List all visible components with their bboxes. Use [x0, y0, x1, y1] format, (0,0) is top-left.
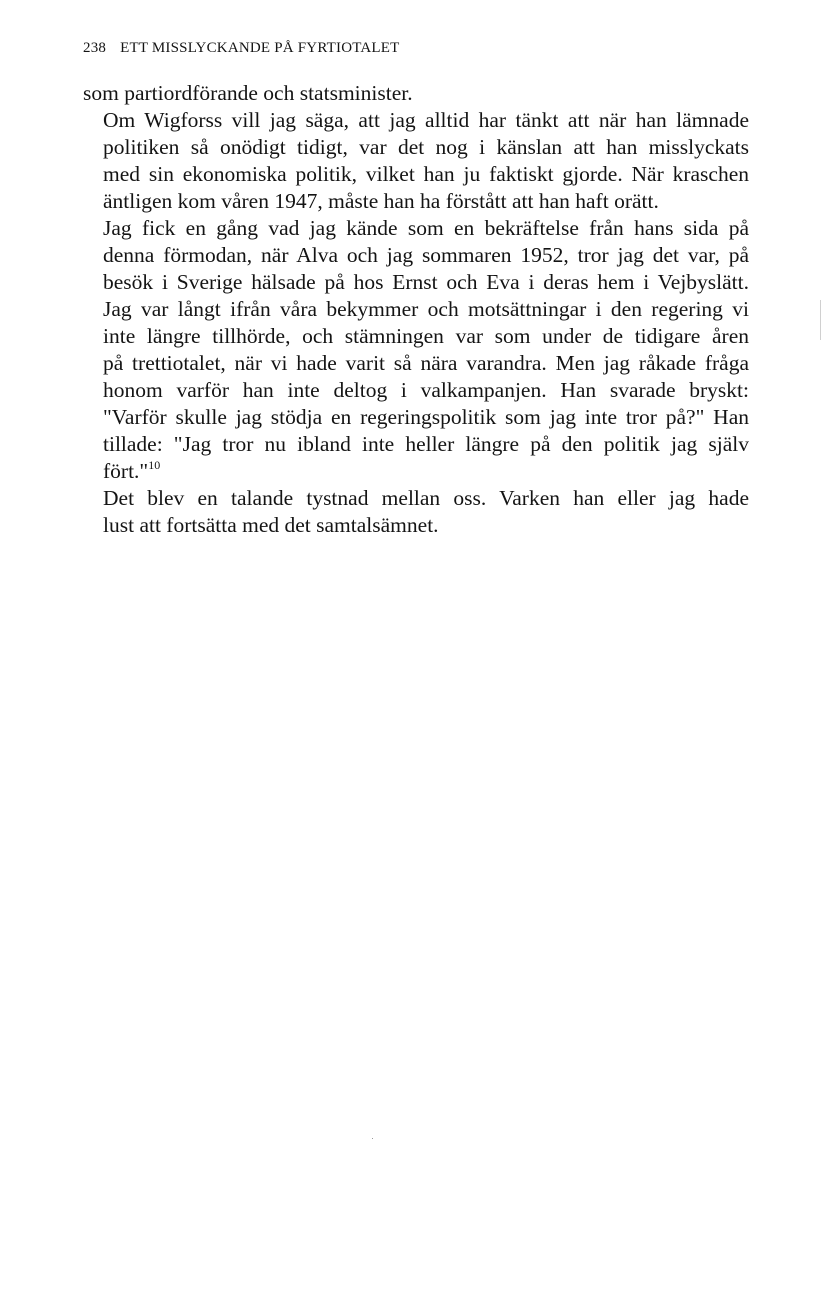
text-line: politiken så onödigt tidigt, var det nog i känslan att han misslyckats [103, 135, 749, 159]
text-line: Om Wigforss vill jag säga, att jag alltid har tänkt att när han lämnade [103, 108, 749, 132]
text-line: Det blev en talande tystnad mellan oss. Varken han eller jag hade [103, 486, 749, 510]
text-line: besök i Sverige hälsade på hos Ernst och Eva i deras hem i Vejbyslätt. [103, 270, 749, 294]
text-line: lust att fortsätta med det samtalsämnet. [103, 513, 439, 537]
paragraph-2 [83, 107, 749, 215]
text-line: inte längre tillhörde, och stämningen var som under de tidigare åren [103, 324, 749, 348]
page-number: 238 [83, 40, 107, 56]
text-line: som partiordförande och statsminister. [83, 81, 413, 105]
text-line: denna förmodan, när Alva och jag sommaren 1952, tror jag det var, på [103, 243, 749, 267]
text-line: "Varför skulle jag stödja en regeringspolitik som jag inte tror på?" Han [103, 405, 749, 429]
scan-speck [372, 1138, 373, 1139]
text-line: Jag var långt ifrån våra bekymmer och motsättningar i den regering vi [103, 297, 749, 321]
footnote-reference: 10 [148, 458, 161, 472]
text-line: Jag fick en gång vad jag kände som en bekräftelse från hans sida på [103, 216, 749, 240]
text-line-with-footnote [83, 458, 749, 485]
text-line: honom varför han inte deltog i valkampanjen. Han svarade bryskt: [103, 378, 749, 402]
text-line: på trettiotalet, när vi hade varit så nära varandra. Men jag råkade fråga [103, 351, 749, 375]
text-line: fört." [103, 459, 149, 483]
paragraph-3 [83, 215, 749, 485]
text-line: med sin ekonomiska politik, vilket han ju faktiskt gjorde. När kraschen [103, 162, 749, 186]
paragraph-1 [83, 80, 749, 107]
running-header [83, 40, 763, 57]
body-text [83, 80, 749, 539]
text-line: tillade: "Jag tror nu ibland inte heller längre på den politik jag själv [103, 432, 749, 456]
text-line: äntligen kom våren 1947, måste han ha förstått att han haft orätt. [103, 189, 659, 213]
paragraph-4 [83, 485, 749, 539]
scan-edge-mark [820, 300, 821, 340]
running-title: ETT MISSLYCKANDE PÅ FYRTIOTALET [120, 40, 400, 56]
